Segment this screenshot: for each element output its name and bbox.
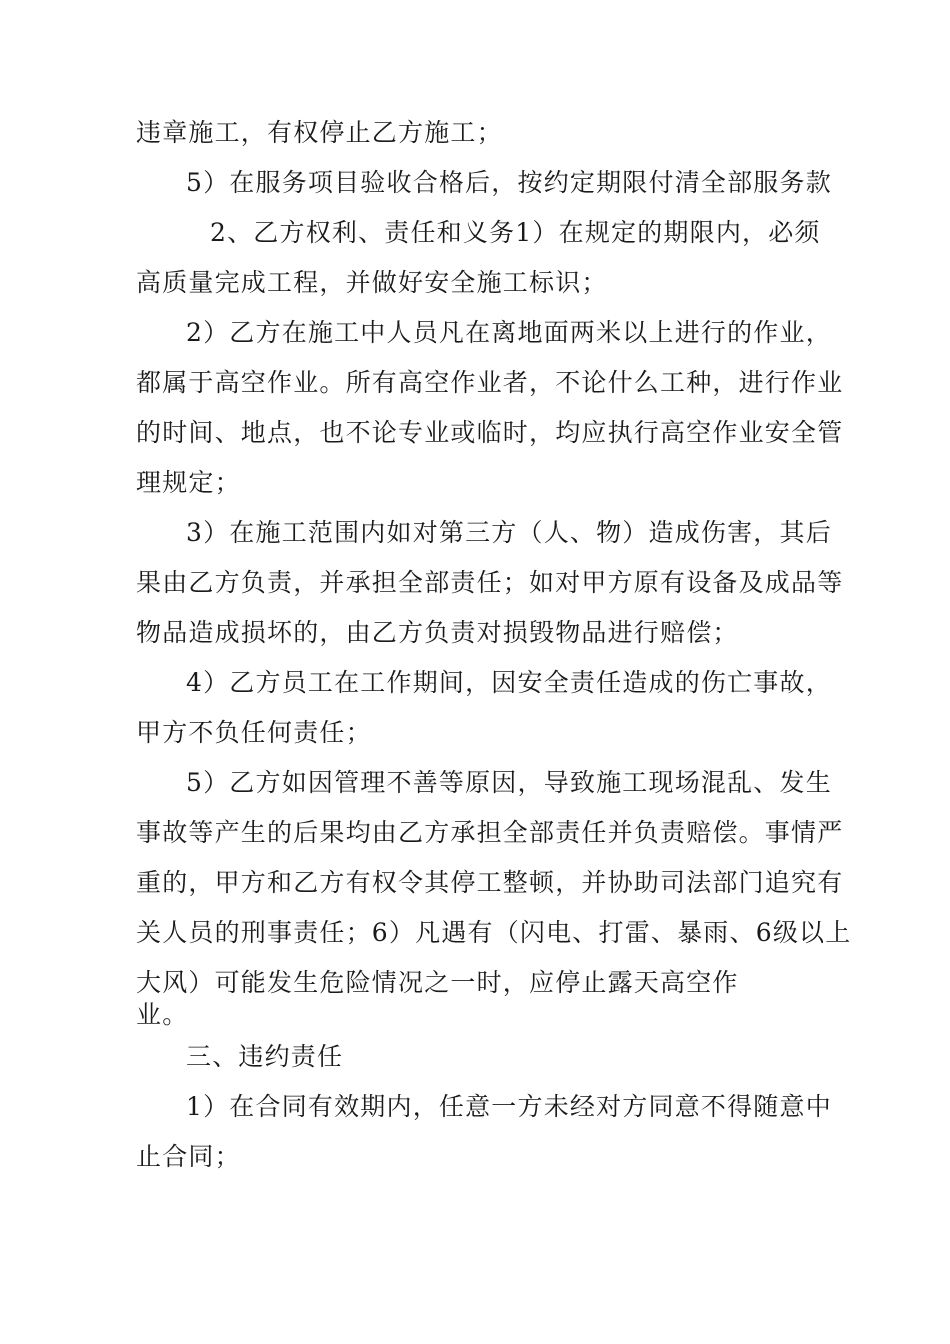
text-line: 4）乙方员工在工作期间，因安全责任造成的伤亡事故，: [186, 668, 832, 697]
text-line: 关人员的刑事责任；6）凡遇有（闪电、打雷、暴雨、6级以上: [136, 918, 852, 947]
text-line: 2、乙方权利、责任和义务1）在规定的期限内，必须: [210, 218, 821, 247]
text-line: 物品造成损坏的，由乙方负责对损毁物品进行赔偿；: [136, 618, 739, 647]
section-heading: 三、违约责任: [186, 1042, 344, 1071]
text-line: 2）乙方在施工中人员凡在离地面两米以上进行的作业，: [186, 318, 832, 347]
text-line: 事故等产生的后果均由乙方承担全部责任并负责赔偿。事情严: [136, 818, 844, 847]
text-line: 3）在施工范围内如对第三方（人、物）造成伤害，其后: [186, 518, 832, 547]
text-line: 重的，甲方和乙方有权令其停工整顿，并协助司法部门追究有: [136, 868, 844, 897]
text-line: 违章施工，有权停止乙方施工；: [136, 118, 503, 147]
text-line: 业。: [136, 1000, 189, 1029]
text-line: 理规定；: [136, 468, 241, 497]
text-line: 高质量完成工程，并做好安全施工标识；: [136, 268, 608, 297]
text-line: 的时间、地点，也不论专业或临时，均应执行高空作业安全管: [136, 418, 844, 447]
text-line: 1）在合同有效期内，任意一方未经对方同意不得随意中: [186, 1092, 832, 1121]
text-line: 5）在服务项目验收合格后，按约定期限付清全部服务款: [186, 168, 832, 197]
text-line: 果由乙方负责，并承担全部责任；如对甲方原有设备及成品等: [136, 568, 844, 597]
text-line: 都属于高空作业。所有高空作业者，不论什么工种，进行作业: [136, 368, 844, 397]
text-line: 大风）可能发生危险情况之一时，应停止露天高空作: [136, 968, 739, 997]
text-line: 止合同；: [136, 1142, 241, 1171]
text-line: 甲方不负任何责任；: [136, 718, 372, 747]
text-line: 5）乙方如因管理不善等原因，导致施工现场混乱、发生: [186, 768, 832, 797]
